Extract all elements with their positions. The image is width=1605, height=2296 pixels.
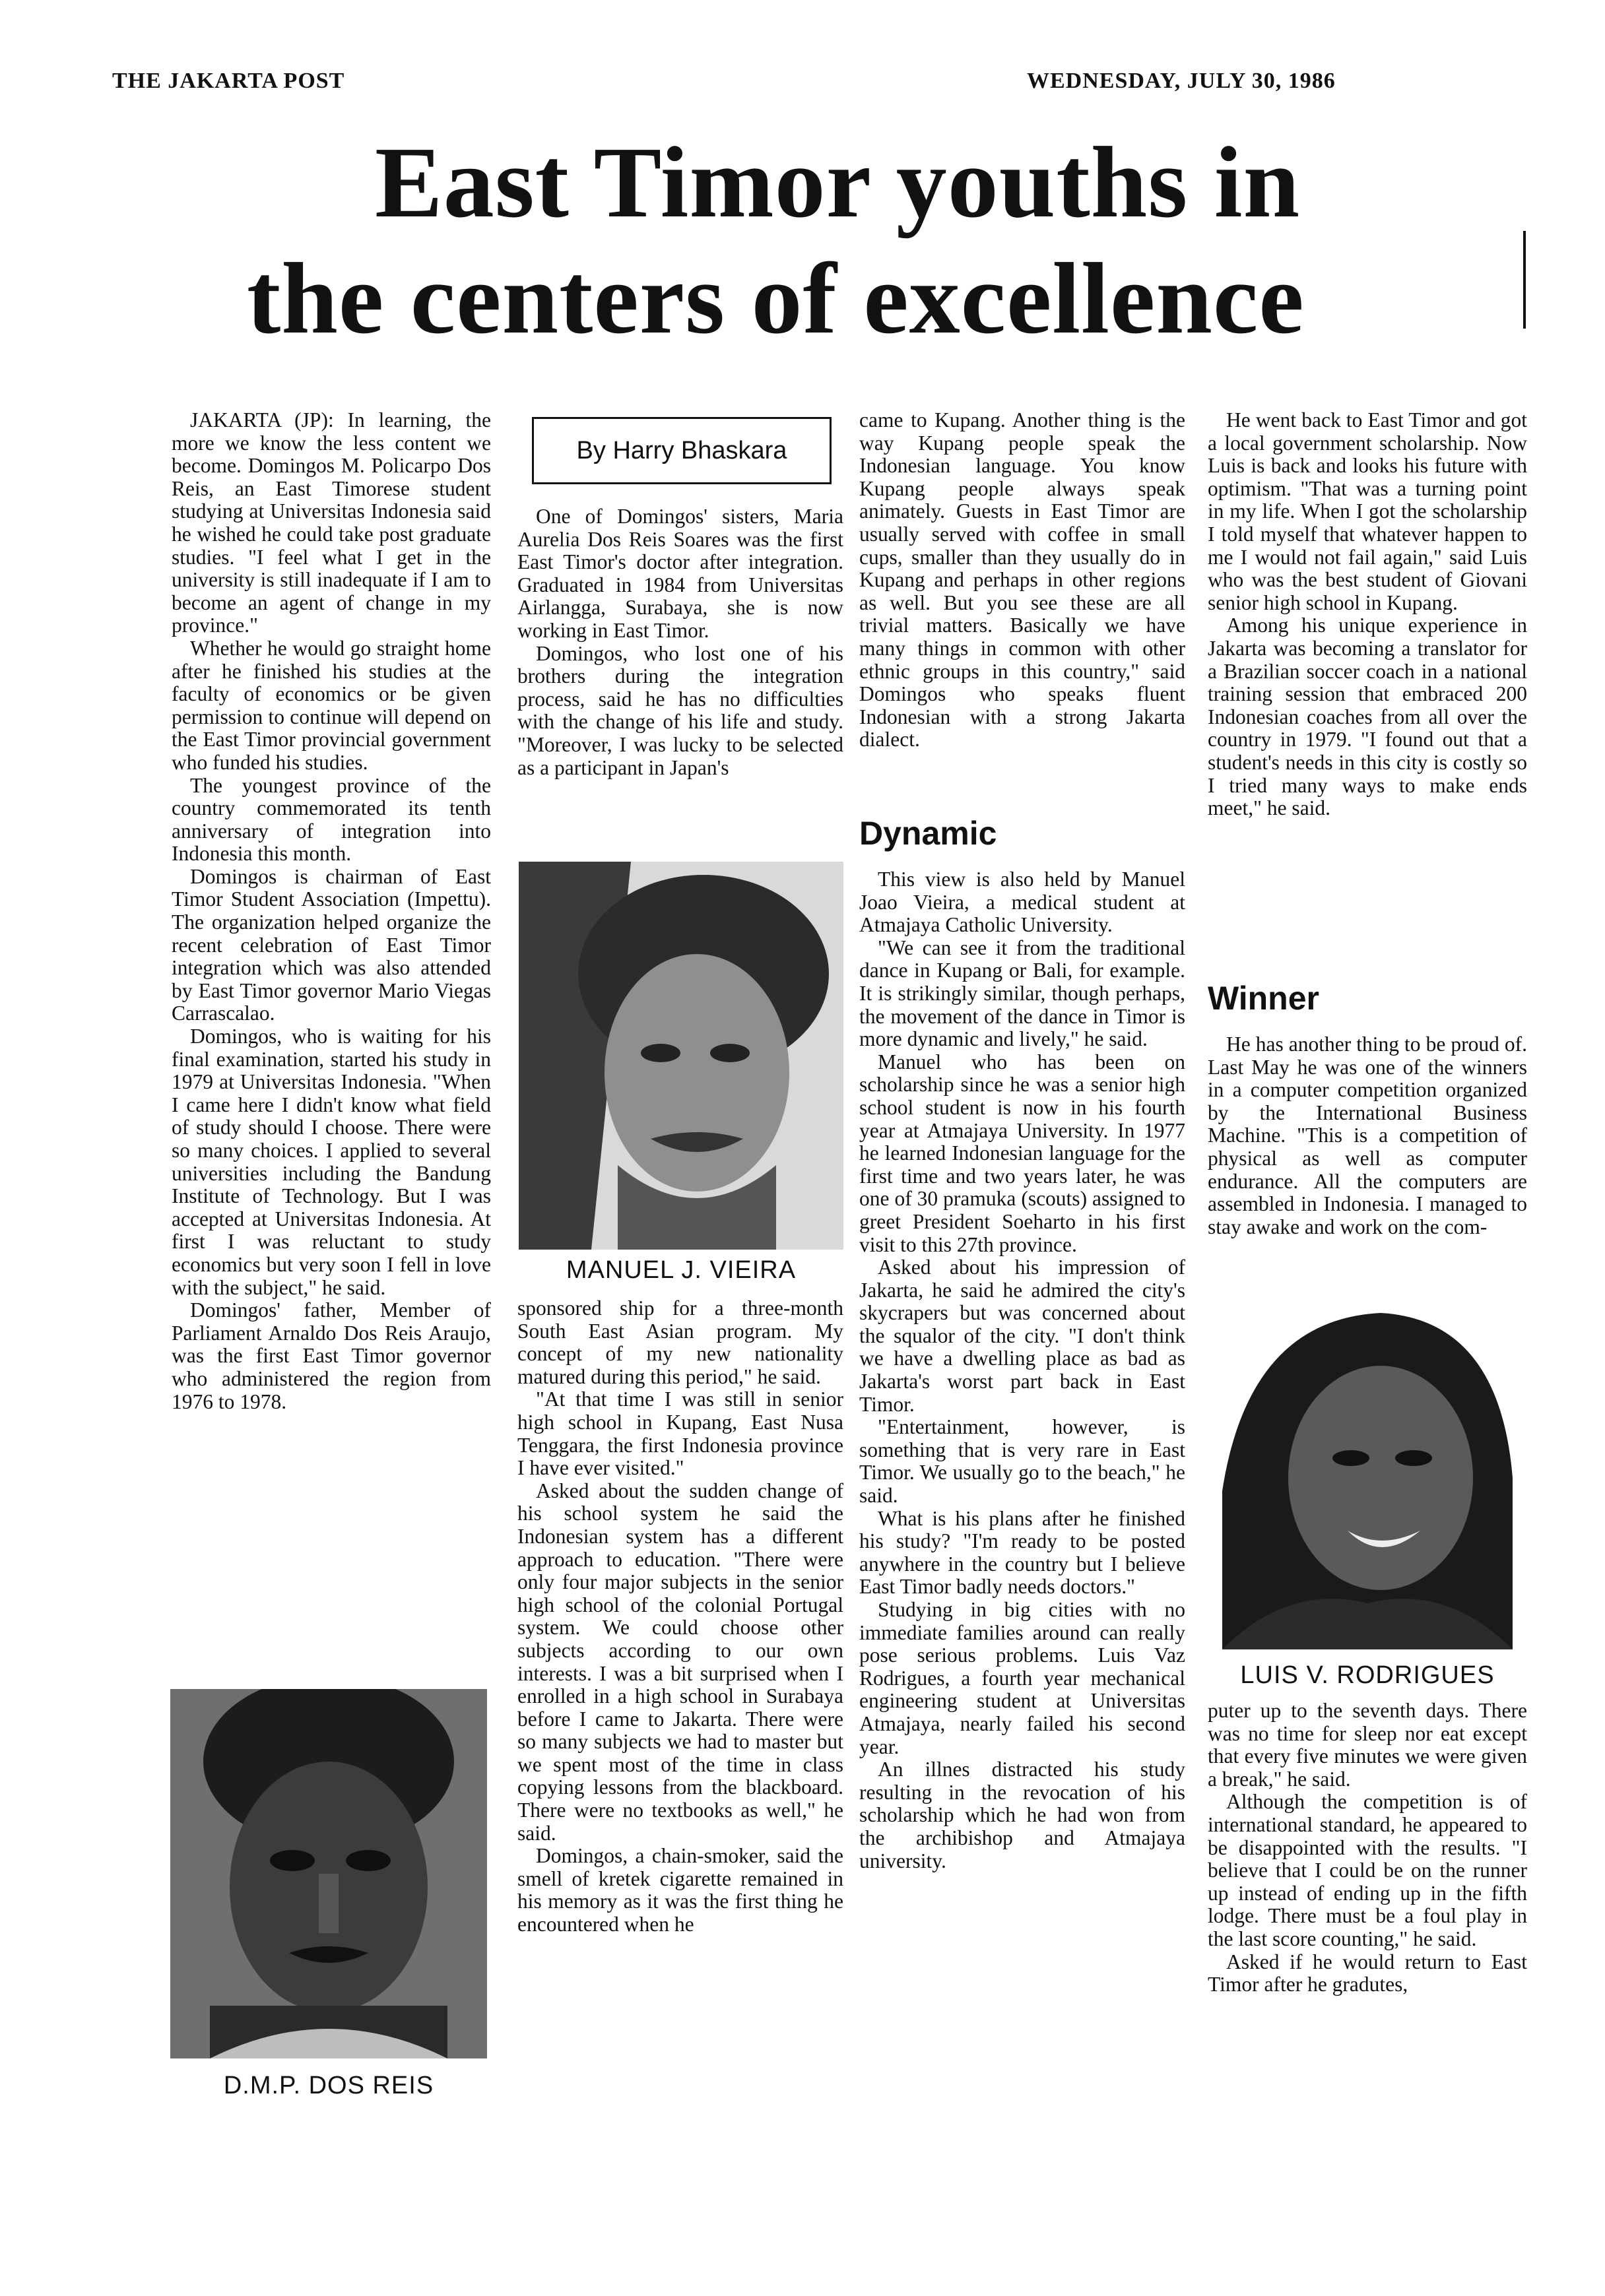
paragraph: sponsored ship for a three-month South East Asian program. My concept of my new nationality matured during this period," he said. <box>517 1296 843 1388</box>
article-column-1 <box>172 409 491 1413</box>
paragraph: puter up to the seventh days. There was no time for sleep nor eat except that every five minutes we were given a break," he said. <box>1208 1699 1527 1791</box>
newspaper-name: THE JAKARTA POST <box>112 69 345 93</box>
paragraph: One of Domingos' sisters, Maria Aurelia Dos Reis Soares was the first East Timor's doctor after integration. Graduated in 1984 from Universitas Airlangga, Surabaya, she is now working in East Timor. <box>517 505 843 642</box>
byline-box: By Harry Bhaskara <box>532 417 832 484</box>
paragraph: Whether he would go straight home after he finished his studies at the faculty of economics or be given permission to continue will depend on the East Timor provincial government who funded his studies. <box>172 636 491 774</box>
paragraph: This view is also held by Manuel Joao Vieira, a medical student at Atmajaya Catholic University. <box>859 868 1185 937</box>
headline-line-2: the centers of excellence <box>247 243 1305 355</box>
paragraph: Domingos, who lost one of his brothers during the integration process, said he has no difficulties with the change of his life and study. "Moreover, I was lucky to be selected as a participant in Japan's <box>517 641 843 779</box>
paragraph: He went back to East Timor and got a local government scholarship. Now Luis is back and looks his future with optimism. "That was a turning point in my life. When I got the scholarship I told myself that whatever happen to me I would not fail again," said Luis who was the best student of Giovani senior high school in Kupang. <box>1208 408 1527 614</box>
portrait-vieira-image <box>519 862 843 1250</box>
paragraph: Studying in big cities with no immediate families around can really pose serious problems. Luis Vaz Rodrigues, a fourth year mechanical engineering student at Universitas Atmajaya, nearly failed his second year. <box>859 1598 1185 1758</box>
caption-vieira: MANUEL J. VIEIRA <box>566 1256 797 1284</box>
issue-date: WEDNESDAY, JULY 30, 1986 <box>1027 69 1336 93</box>
paragraph: Domingos is chairman of East Timor Student Association (Impettu). The organization helped organize the recent celebration of East Timor integration which was also attended by East Timor governor Mario Viegas Carrascalao. <box>172 864 491 1025</box>
article-column-4-middle <box>1208 1033 1527 1238</box>
paragraph: Although the competition is of international standard, he appeared to be disappointed with the results. "I believe that I could be on the runner up instead of ending up in the fifth lodge. There must be a foul play in the last score counting," he said. <box>1208 1790 1527 1950</box>
caption-dos-reis: D.M.P. DOS REIS <box>223 2072 434 2099</box>
subhead-dynamic: Dynamic <box>859 815 997 852</box>
article-column-4-top <box>1208 409 1527 820</box>
paragraph: He has another thing to be proud of. Last May he was one of the winners in a computer competition organized by the International Business Machine. "This is a competition of physical as well as computer endurance. All the computers are assembled in Indonesia. I managed to stay awake and work on the com- <box>1208 1033 1527 1238</box>
photo-dos-reis <box>170 1689 487 2058</box>
paragraph: "At that time I was still in senior high school in Kupang, East Nusa Tenggara, the first Indonesia province I have ever visited." <box>517 1387 843 1480</box>
paragraph: came to Kupang. Another thing is the way Kupang people speak the Indonesian language. You know Kupang people always speak animately. Guests in East Timor are usually served with coffee in small cups, smaller than they usually do in Kupang and perhaps in other regions as well. But you see these are all trivial matters. Basically we have many things in common with other ethnic groups in this country," said Domingos who speaks fluent Indonesian with a strong Jakarta dialect. <box>859 408 1185 751</box>
paragraph: "We can see it from the traditional dance in Kupang or Bali, for example. It is strikingly similar, though perhaps, the movement of the dance in Timor is more dynamic and lively," he said. <box>859 936 1185 1051</box>
paragraph: Asked about his impression of Jakarta, he said he admired the city's skycrapers but was concerned about the squalor of the city. "I don't think we have a dwelling place as bad as Jakarta's worst part back in East Timor. <box>859 1256 1185 1416</box>
portrait-dos-reis-image <box>170 1689 487 2058</box>
photo-rodrigues <box>1209 1293 1526 1649</box>
caption-rodrigues: LUIS V. RODRIGUES <box>1240 1661 1495 1689</box>
article-column-2-top <box>517 505 843 779</box>
article-column-2-bottom <box>517 1297 843 1936</box>
paragraph: Domingos, who is waiting for his final examination, started his study in 1979 at Universitas Indonesia. "When I came here I didn't know what field of study should I choose. There were so many choices. I applied to several universities including the Bandung Institute of Technology. But I was accepted at Universitas Indonesia. At first I was reluctant to study economics but very soon I fell in love with the subject," he said. <box>172 1025 491 1299</box>
photo-vieira <box>519 862 843 1250</box>
paragraph: JAKARTA (JP): In learning, the more we know the less content we become. Domingos M. Policarpo Dos Reis, an East Timorese student studying at Universitas Indonesia said he wished he could take post graduate studies. "I feel what I get in the university is still inadequate if I am to become an agent of change in my province." <box>172 408 491 637</box>
paragraph: Domingos' father, Member of Parliament Arnaldo Dos Reis Araujo, was the first East Timor governor who administered the region from 1976 to 1978. <box>172 1298 491 1413</box>
article-column-4-bottom <box>1208 1700 1527 1996</box>
paragraph: The youngest province of the country commemorated its tenth anniversary of integration into Indonesia this month. <box>172 773 491 866</box>
article-column-3-bottom <box>859 868 1185 1872</box>
column-rule <box>1523 231 1526 329</box>
headline-line-1: East Timor youths in <box>375 127 1301 239</box>
paragraph: Manuel who has been on scholarship since he was a senior high school student is now in his fourth year at Atmajaya University. In 1977 he learned Indonesian language for the first time and two years later, he was one of 30 pramuka (scouts) assigned to greet President Soeharto in his first visit to this 27th province. <box>859 1050 1185 1256</box>
paragraph: What is his plans after he finished his study? "I'm ready to be posted anywhere in the country but I believe East Timor badly needs doctors." <box>859 1506 1185 1599</box>
portrait-rodrigues-image <box>1209 1293 1526 1649</box>
paragraph: Asked if he would return to East Timor after he gradutes, <box>1208 1950 1527 1996</box>
paragraph: An illnes distracted his study resulting in the revocation of his scholarship which he had won from the archibishop and Atmajaya university. <box>859 1758 1185 1872</box>
article-column-3-top <box>859 409 1185 751</box>
subhead-winner: Winner <box>1208 980 1319 1017</box>
paragraph: "Entertainment, however, is something that is very rare in East Timor. We usually go to the beach," he said. <box>859 1415 1185 1508</box>
paragraph: Asked about the sudden change of his school system he said the Indonesian system has a different approach to education. "There were only four major subjects in the senior high school of the colonial Portugal system. We could choose other subjects according to our own interests. I was a bit surprised when I enrolled in a high school in Surabaya before I came to Jakarta. There were so many subjects we had to master but we spent most of the time in class copying lessons from the blackboard. There were no textbooks as well," he said. <box>517 1479 843 1845</box>
paragraph: Domingos, a chain-smoker, said the smell of kretek cigarette remained in his memory as it was the first thing he encountered when he <box>517 1844 843 1936</box>
paragraph: Among his unique experience in Jakarta was becoming a translator for a Brazilian soccer coach in a national training session that embraced 200 Indonesian coaches from all over the country in 1979. "I found out that a student's needs in this city is costly so I tried many ways to make ends meet," he said. <box>1208 614 1527 820</box>
